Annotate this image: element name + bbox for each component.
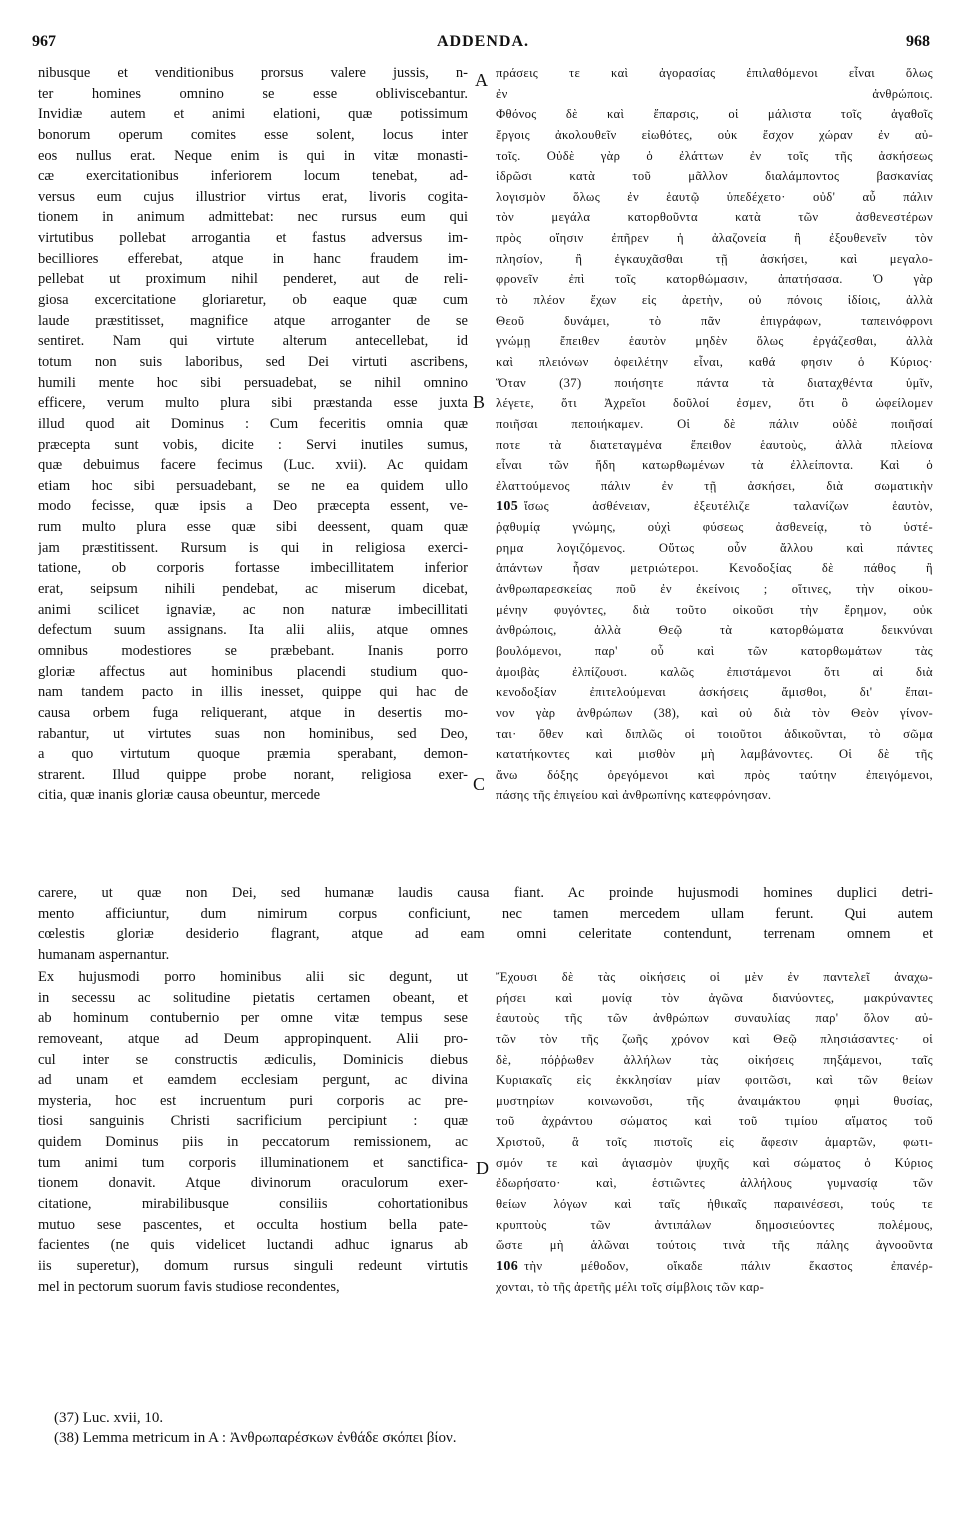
text-line: humili mente hoc sibi persuadebat, se nihil omnino	[38, 374, 468, 391]
text-line: quæ debuimus facere fecimus (Luc. xvii). Ac quidam	[38, 457, 468, 474]
text-line: modo fecisse, quæ ipsis a Deo præcepta essent, ve-	[38, 498, 468, 515]
text-line: strarent. Illud quippe probe norant, religiosa exer-	[38, 766, 468, 783]
text-line: virtutibus pollebat arrogantia et fastus adversus im-	[38, 230, 468, 247]
text-line: eos nullus erat. Neque enim is qui in vitæ monasti-	[38, 147, 468, 164]
text-line: sentiret. Nam qui virtute alterum antecellebat, id	[38, 333, 468, 350]
text-line: animi scilicet ignaviæ, ac non naturæ imbecillitati	[38, 601, 468, 618]
text-line: cul inter se constructis ædiculis, Dominicis diebus	[38, 1051, 468, 1068]
text-line: ἑαυτοὺς τῆς τῶν ἀνθρώπων συναυλίας παρ' ὅλον αὐ-	[496, 1011, 933, 1026]
text-line: erat, seipsum nihili pendebat, ac miserum dicebat,	[38, 581, 468, 598]
text-line: κενοδοξίαν ἐπιτελούμεναι ἀσκήσεις ἄμισθοι, δι' ἔπαι-	[496, 685, 933, 700]
text-line: ἀμοιβὰς ἐλπίζουσι. καλῶς ἐπιστάμενοι ὅτι αἱ διὰ	[496, 664, 933, 679]
text-line: ἱδρῶσι κατὰ τοῦ μᾶλλον διαλάμποντος βασκανίας	[496, 169, 933, 184]
text-line: tionem in animum admittebat: nec rursus eum qui	[38, 209, 468, 226]
text-line: ἁπάντων ἦσαν μετριώτεροι. Κενοδοξίας δὲ πάθος ἢ	[496, 561, 933, 576]
text-line: ἐλαττούμενος πάλιν ἐν τῇ ἀσκήσει, διὰ σωματικὴν	[496, 478, 933, 493]
text-line: ad unam et eamdem ecclesiam pergunt, ac divina	[38, 1072, 468, 1089]
text-line: nam tandem pacto in illis inesset, quippe qui hac de	[38, 684, 468, 701]
text-line: θείων λόγων καὶ ταῖς ἠθικαῖς παραινέσεσι, τούς τε	[496, 1197, 933, 1212]
text-line: Κυριακαῖς εἰς ἐκκλησίαν μίαν φοιτῶσι, καὶ τῶν θείων	[496, 1073, 933, 1088]
text-line	[496, 1256, 933, 1277]
text-line: δὲ, πόῤῥωθεν ἀλλήλων τὰς οἰκήσεις πηξάμενοι, ταῖς	[496, 1052, 933, 1067]
section-marker-b: B	[473, 392, 486, 412]
greek-column-top	[496, 63, 933, 806]
right-page-number: 968	[906, 33, 930, 50]
text-line: τῶν τὸν τῆς ζωῆς χρόνον καὶ Θεῷ πλησιάσαντες· οἱ	[496, 1031, 933, 1046]
text-line: mel in pectorum suorum favis studiose recondentes,	[38, 1278, 340, 1295]
text-line: tatione, ob corporis fortasse imbecillitatem inferior	[38, 560, 468, 577]
text-line: humanam aspernantur.	[38, 946, 170, 963]
text-line: σμόν τε καὶ ἁγιασμὸν ψυχῆς καὶ σώματος ὁ Κύριος	[496, 1155, 933, 1170]
footnote: (37) Luc. xvii, 10.	[54, 1410, 164, 1426]
column-number: 106	[496, 1258, 519, 1274]
footnote: (38) Lemma metricum in A : Ἀνθρωπαρέσκων ἐνθάδε σκόπει βίον.	[54, 1430, 457, 1446]
text-line: βουλόμενοι, παρ' οὗ καὶ τῶν κατορθωμάτων τὰς	[496, 643, 933, 658]
text-line: jam præstitissent. Rursum is qui in religiosa exerci-	[38, 539, 468, 556]
text-line: etiam hoc sibi persuadebant, se ne ea quidem ullo	[38, 477, 468, 494]
text-line: Ex hujusmodi porro hominibus alii sic degunt, ut	[38, 969, 468, 985]
text-line: κατατήκοντες καὶ μισθὸν μὴ λαμβάνοντες. Οἱ δὲ τῆς	[496, 747, 933, 762]
text-line: ἐδωρήσατο· καὶ, ἑστιῶντες ἀλλήλους γυμνασίᾳ τῶν	[496, 1176, 933, 1191]
text-line: ποτε τὰ διατεταγμένα ἔπειθον ἑαυτοὺς, ἀλλὰ πλείονα	[496, 437, 933, 452]
text-line: ἀνθρώποις, ἀλλὰ Θεῷ τὰ κατορθώματα δεικνύναι	[496, 623, 933, 638]
text-line: Ἔχουσι δὲ τὰς οἰκήσεις οἱ μὲν ἐν παντελεῖ ἀναχω-	[496, 970, 933, 984]
text-line: citatione, mirabilibusque consiliis cohortationibus	[38, 1196, 468, 1213]
text-line: gloriæ affectus aut hominibus placendi studium quo-	[38, 663, 468, 680]
text-line: πρὸς οἴησιν ἐπῆρεν ἡ ἀλαζονεία ἢ ἐξουθενεῖν τὸν	[496, 231, 933, 246]
text-line: facientes (ne quis videlicet luctandi adhuc ignarus ab	[38, 1237, 468, 1254]
text-line: φρονεῖν ἐπὶ τοῖς κατορθώμασιν, ἀπατήσασα. Ὁ γὰρ	[496, 272, 933, 287]
column-number: 105	[496, 499, 519, 515]
text-line: efficere, verum multo plura sibi præstanda esse juxta	[38, 395, 468, 412]
section-marker-a: A	[475, 70, 488, 90]
latin-column-top	[38, 63, 468, 806]
text-line: κρυπτοὺς τῶν ἀντιπάλων δημοσιεύοντες πολέμους,	[496, 1217, 933, 1232]
text-line: giosa excercitatione gloriaretur, ob eaque quæ cum	[38, 292, 468, 309]
text-line: ἄνω δόξης ὀρεγόμενοι καὶ πρὸς ταύτην ἐπειγόμενοι,	[496, 767, 933, 782]
text-line: ποιῆσαι πεποιήκαμεν. Οἱ δὲ πάλιν οὐδὲ ποιῆσαί	[496, 416, 933, 431]
text-line: Φθόνος δὲ καὶ ἔπαρσις, οἱ μάλιστα τοῖς ἀγαθοῖς	[496, 107, 933, 122]
text-line: Ὅταν (37) ποιήσητε πάντα τὰ διαταχθέντα ὑμῖν,	[496, 375, 933, 390]
text-line: tiosi sanguinis Christi sacrificium percipiunt : quæ	[38, 1113, 468, 1130]
text-line: μυστηρίων κοινωνοῦσι, τῆς ἀναιμάκτου φημὶ θυσίας,	[496, 1093, 933, 1108]
text-line: καὶ πλειόνων ὀφειλέτην εἶναι, καθά φησιν ὁ Κύριος·	[496, 354, 933, 369]
text-line: πλησίον, ἢ ἐγκαυχᾶσθαι τῇ ἀσκήσει, καὶ μεγαλο-	[496, 251, 933, 266]
text-line: illud quod ait Dominus : Cum feceritis omnia quæ	[38, 415, 468, 432]
greek-column-bottom	[496, 967, 933, 1297]
text-line: becilliores efferebat, atque in hanc fraudem im-	[38, 250, 468, 267]
text-line: versus eum cujus illustrior virtus erat, livoris cogita-	[38, 188, 468, 205]
text-line: citia, quæ inanis gloriæ causa obeuntur, mercede	[38, 787, 321, 804]
text-line: Χριστοῦ, ἃ τοῖς πιστοῖς εἰς ἄφεσιν ἁμαρτῶν, φωτι-	[496, 1135, 933, 1150]
text-line: a quo virtutum quoque præmia sperabant, demon-	[38, 746, 468, 763]
text-line: μένην φυγόντες, διὰ τοῦτο οἰκοῦσι τὴν ἔρημον, οὐκ	[496, 602, 933, 617]
text-line: cœlestis gloriæ desiderio flagrant, atque ad eam omni celeritate contendunt, terrenam omnem et	[38, 926, 933, 943]
text-line: removeant, atque ad Deum appropinquent. Alii pro-	[38, 1030, 468, 1047]
text-line: tionem donavit. Atque divinorum oraculorum exer-	[38, 1175, 468, 1192]
text-line: ρήσει καὶ μονίᾳ τὸν ἀγῶνα διανύοντες, μακρύναντες	[496, 990, 933, 1005]
text-line: rabantur, ut virtutes suas non hominibus, sed Deo,	[38, 725, 468, 742]
text-line: χονται, τὸ τῆς ἀρετῆς μέλι τοῖς σίμβλοις τῶν καρ-	[496, 1279, 765, 1294]
text-line: nibusque et venditionibus prorsus valere jussis, n-	[38, 65, 468, 81]
text-line: rum multo plura esse quæ sibi deessent, quam quæ	[38, 519, 468, 536]
text-line: ἀνθρωπαρεσκείας ποῦ ἐν ἐκείνοις ; οἵτινες, τὴν οἰκου-	[496, 582, 933, 597]
text-line: totum non suis laboribus, sed Dei virtuti ascribens,	[38, 353, 468, 370]
text-line: γνώμῃ ἔπειθεν ἑαυτὸν μηδὲν ὅλως ἐργάζεσθαι, ἀλλὰ	[496, 334, 933, 349]
text-line: τὸ πλέον ἔχων εἰς ἀρετὴν, οὐ πόνοις ἰδίοις, ἀλλὰ	[496, 293, 933, 308]
running-title: ADDENDA.	[437, 33, 529, 50]
text-line: εἶναι τῶν ἤδη κατωρθωμένων τὰ ἐλλείποντα. Καὶ ὁ	[496, 458, 933, 473]
text-line: ἐν ἀνθρώποις.	[496, 86, 933, 101]
text-line: in secessu ac solitudine pietatis certamen obeant, et	[38, 989, 468, 1006]
text-line: mento afficiuntur, dum nimirum corpus conficiunt, nec tamen mercedem ullam ferunt. Qui autem	[38, 905, 933, 922]
text-line: ρημα λογιζόμενος. Οὕτως οὖν ἄλλου καὶ πάντες	[496, 540, 933, 555]
text-line: præcepta sunt vobis, dicite : Servi inutiles sumus,	[38, 436, 468, 453]
text-line: ὥστε μὴ ἁλῶναι τούτοις τινὰ τῆς πάλης ἀγνοοῦντα	[496, 1238, 933, 1253]
text-line: λογισμὸν ὅλως ἐν ἑαυτῷ ὑπεδέχετο· οὐδ' αὖ πάλιν	[496, 189, 933, 204]
text-line: πράσεις τε καὶ ἀγορασίας ἐπιλαθόμενοι εἶναι ὅλως	[496, 66, 933, 80]
text-line	[496, 496, 933, 517]
text-line-content: ἴσως ἀσθένειαν, ἐξευτέλιζε ταλανίζων ἑαυτὸν,	[524, 499, 933, 514]
text-line: bonorum operum comites esse solent, locus inter	[38, 126, 468, 143]
text-line: Θεοῦ δυνάμει, τὸ πᾶν ἐπιγράφων, ταπεινόφρονι	[496, 313, 933, 328]
text-line: ter homines omnino se esse obliviscebantur.	[38, 85, 468, 102]
text-line: defectum suum assignans. Ita alii aliis, atque omnes	[38, 622, 468, 639]
latin-column-bottom	[38, 967, 468, 1297]
text-line: mysteria, hoc est incruentum puri corporis ac pre-	[38, 1092, 468, 1109]
text-line: τοῖς. Οὐδὲ γὰρ ὁ ἐλάττων ἐν τοῖς τῆς ἀσκήσεως	[496, 148, 933, 163]
footnotes	[54, 1408, 914, 1448]
text-line: causa orbem fuga reliquerant, atque in desertis mo-	[38, 704, 468, 721]
text-line: pellebat ut proximum nihil penderet, aut de reli-	[38, 271, 468, 288]
text-line-content: τὴν μέθοδον, οἴκαδε πάλιν ἕκαστος ἐπανέρ-	[524, 1258, 933, 1273]
page-header	[24, 33, 942, 55]
text-line: ῥᾳθυμίᾳ γνώμης, οὐχὶ φύσεως ἀσθενείᾳ, τὸ ὑστέ-	[496, 520, 933, 535]
text-line: τοῦ ἀχράντου σώματος καὶ τοῦ τιμίου αἵματος τοῦ	[496, 1114, 933, 1129]
left-page-number: 967	[32, 33, 56, 50]
section-marker-d: D	[476, 1158, 489, 1178]
text-line: νον γὰρ ἀνθρώπων (38), καὶ οὐ διὰ τὸν Θεὸν γίνον-	[496, 705, 933, 720]
text-line: carere, ut quæ non Dei, sed humanæ laudis causa fiant. Ac proinde hujusmodi homines duplici detri-	[38, 885, 933, 901]
text-line: πάσης τῆς ἐπιγείου καὶ ἀνθρωπίνης κατεφρόνησαν.	[496, 788, 772, 803]
text-line: omnibus modestiores se præbebant. Inanis porro	[38, 642, 468, 659]
text-line: iis superetur), domum rursus singuli redeunt virtutis	[38, 1257, 468, 1274]
text-line: laude præstitisset, magnifice atque arroganter de se	[38, 312, 468, 329]
full-width-paragraph	[38, 883, 933, 966]
text-line: ab hominum contubernio per omne vitæ tempus sese	[38, 1010, 468, 1027]
text-line: ἔργοις ἀκολουθεῖν εἰωθότες, οὐκ ἔσχον χώραν ἐν αὐ-	[496, 127, 933, 142]
text-line: tum animi tum corporis illuminationem et sanctifica-	[38, 1154, 468, 1171]
text-line: Invidiæ autem et animi elationi, quæ potissimum	[38, 106, 468, 123]
text-line: quidem Dominus piis in peccatorum remissionem, ac	[38, 1134, 468, 1151]
text-line: cæ exercitationibus inferiorem locum tenebat, ad-	[38, 168, 468, 185]
text-line: τὸν μεγάλα κατορθοῦντα κατὰ τῶν ἀσθενεστέρων	[496, 210, 933, 225]
text-line: λέγετε, ὅτι Ἀχρεῖοι δοῦλοί ἐσμεν, ὅτι ὃ ὠφείλομεν	[496, 396, 933, 411]
section-marker-c: C	[473, 774, 486, 794]
text-line: ται· ὅθεν καὶ διπλῶς οἱ τοιοῦτοι ἀδικοῦνται, τὸ σῶμα	[496, 726, 933, 741]
text-line: mutuo sese pascentes, et occulta hostium bella pate-	[38, 1216, 468, 1233]
